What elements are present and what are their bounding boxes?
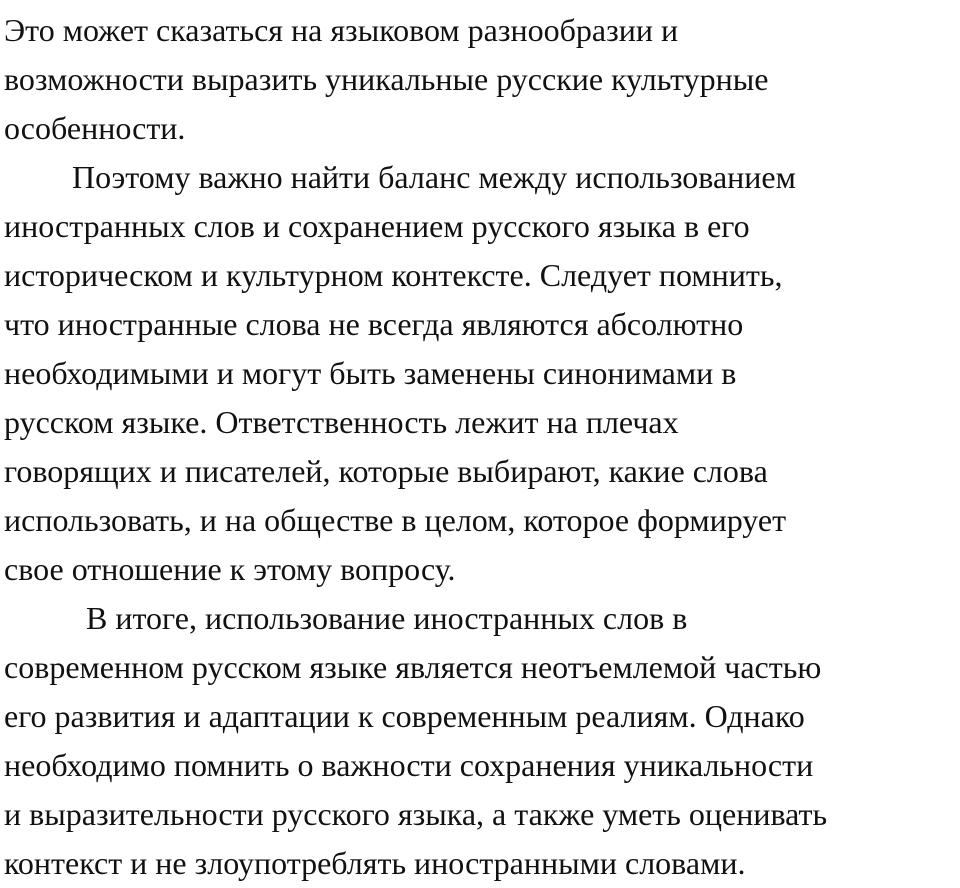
text-line: русском языке. Ответственность лежит на плечах — [4, 404, 679, 440]
text-line: Это может сказаться на языковом разнообразии и — [4, 12, 679, 48]
text-line: что иностранные слова не всегда являются абсолютно — [4, 306, 744, 342]
text-line: В итоге, использование иностранных слов в — [86, 600, 688, 636]
text-line: его развития и адаптации к современным реалиям. Однако — [4, 698, 805, 734]
text-line: историческом и культурном контексте. Следует помнить, — [4, 257, 783, 293]
text-line: необходимо помнить о важности сохранения уникальности — [4, 747, 814, 783]
text-line: использовать, и на обществе в целом, которое формирует — [4, 502, 787, 538]
text-line: и выразительности русского языка, а также уметь оценивать — [4, 796, 828, 832]
text-line: необходимыми и могут быть заменены синонимами в — [4, 355, 737, 391]
text-line: говорящих и писателей, которые выбирают, какие слова — [4, 453, 768, 489]
text-line: Поэтому важно найти баланс между использованием — [72, 159, 796, 195]
text-line: особенности. — [4, 110, 186, 146]
text-line: контекст и не злоупотреблять иностранными словами. — [4, 845, 746, 881]
text-line: свое отношение к этому вопросу. — [4, 551, 456, 587]
text-line: возможности выразить уникальные русские культурные — [4, 61, 769, 97]
text-line: современном русском языке является неотъемлемой частью — [4, 649, 822, 685]
text-line: иностранных слов и сохранением русского языка в его — [4, 208, 750, 244]
